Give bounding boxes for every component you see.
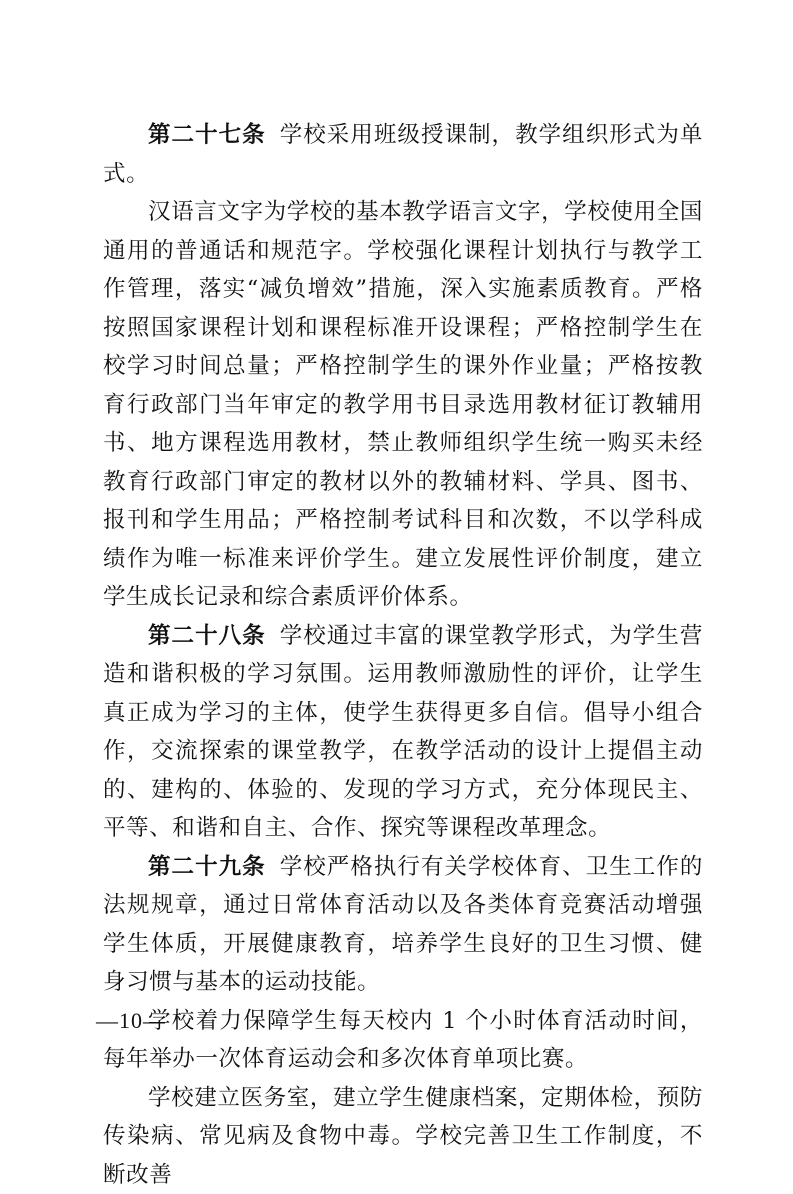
paragraph-text: 学校通过丰富的课堂教学形式，为学生营造和谐积极的学习氛围。运用教师激励性的评价，让学生真正成为学习的主体，使学生获得更多自信。倡导小组合作，交流探索的课堂教学，在教学活动的设计上提倡主动的、建构的、体验的、发现的学习方式，充分体现民主、平等、和谐和自主、合作、探究等课程改革理念。 <box>103 623 703 842</box>
paragraph-article-28 <box>103 617 703 848</box>
page-number: —10— <box>96 1008 166 1034</box>
paragraph-text: 学校采用班级授课制，教学组织形式为单式。 <box>103 122 703 187</box>
paragraph-text: 汉语言文字为学校的基本教学语言文字，学校使用全国通用的普通话和规范字。学校强化课程计划执行与教学工作管理，落实“减负增效”措施，深入实施素质教育。严格按照国家课程计划和课程标准开设课程；严格控制学生在校学习时间总量；严格控制学生的课外作业量；严格按教育行政部门当年审定的教学用书目录选用教材征订教辅用书、地方课程选用教材，禁止教师组织学生统一购买未经教育行政部门审定的教材以外的教辅材料、学具、图书、报刊和学生用品；严格控制考试科目和次数，不以学科成绩作为唯一标准来评价学生。建立发展性评价制度，建立学生成长记录和综合素质评价体系。 <box>103 199 703 610</box>
article-number: 第二十九条 <box>148 854 266 880</box>
paragraph-text: 学校建立医务室，建立学生健康档案，定期体检，预防传染病、常见病及食物中毒。学校完善卫生工作制度，不断改善 <box>103 1085 703 1188</box>
article-number: 第二十七条 <box>148 122 266 148</box>
paragraph-text: 学校严格执行有关学校体育、卫生工作的法规规章，通过日常体育活动以及各类体育竞赛活动增强学生体质，开展健康教育，培养学生良好的卫生习惯、健身习惯与基本的运动技能。 <box>103 854 703 996</box>
paragraph-health-room <box>103 1079 703 1194</box>
paragraph-article-27 <box>103 116 703 193</box>
paragraph-text: 学校着力保障学生每天校内 1 个小时体育活动时间，每年举办一次体育运动会和多次体育单项比赛。 <box>103 1008 703 1073</box>
paragraph-article-29 <box>103 848 703 1002</box>
paragraph-language-teaching <box>103 193 703 617</box>
article-number: 第二十八条 <box>148 623 266 649</box>
paragraph-sports-time <box>103 1002 703 1079</box>
document-body <box>103 116 703 1194</box>
